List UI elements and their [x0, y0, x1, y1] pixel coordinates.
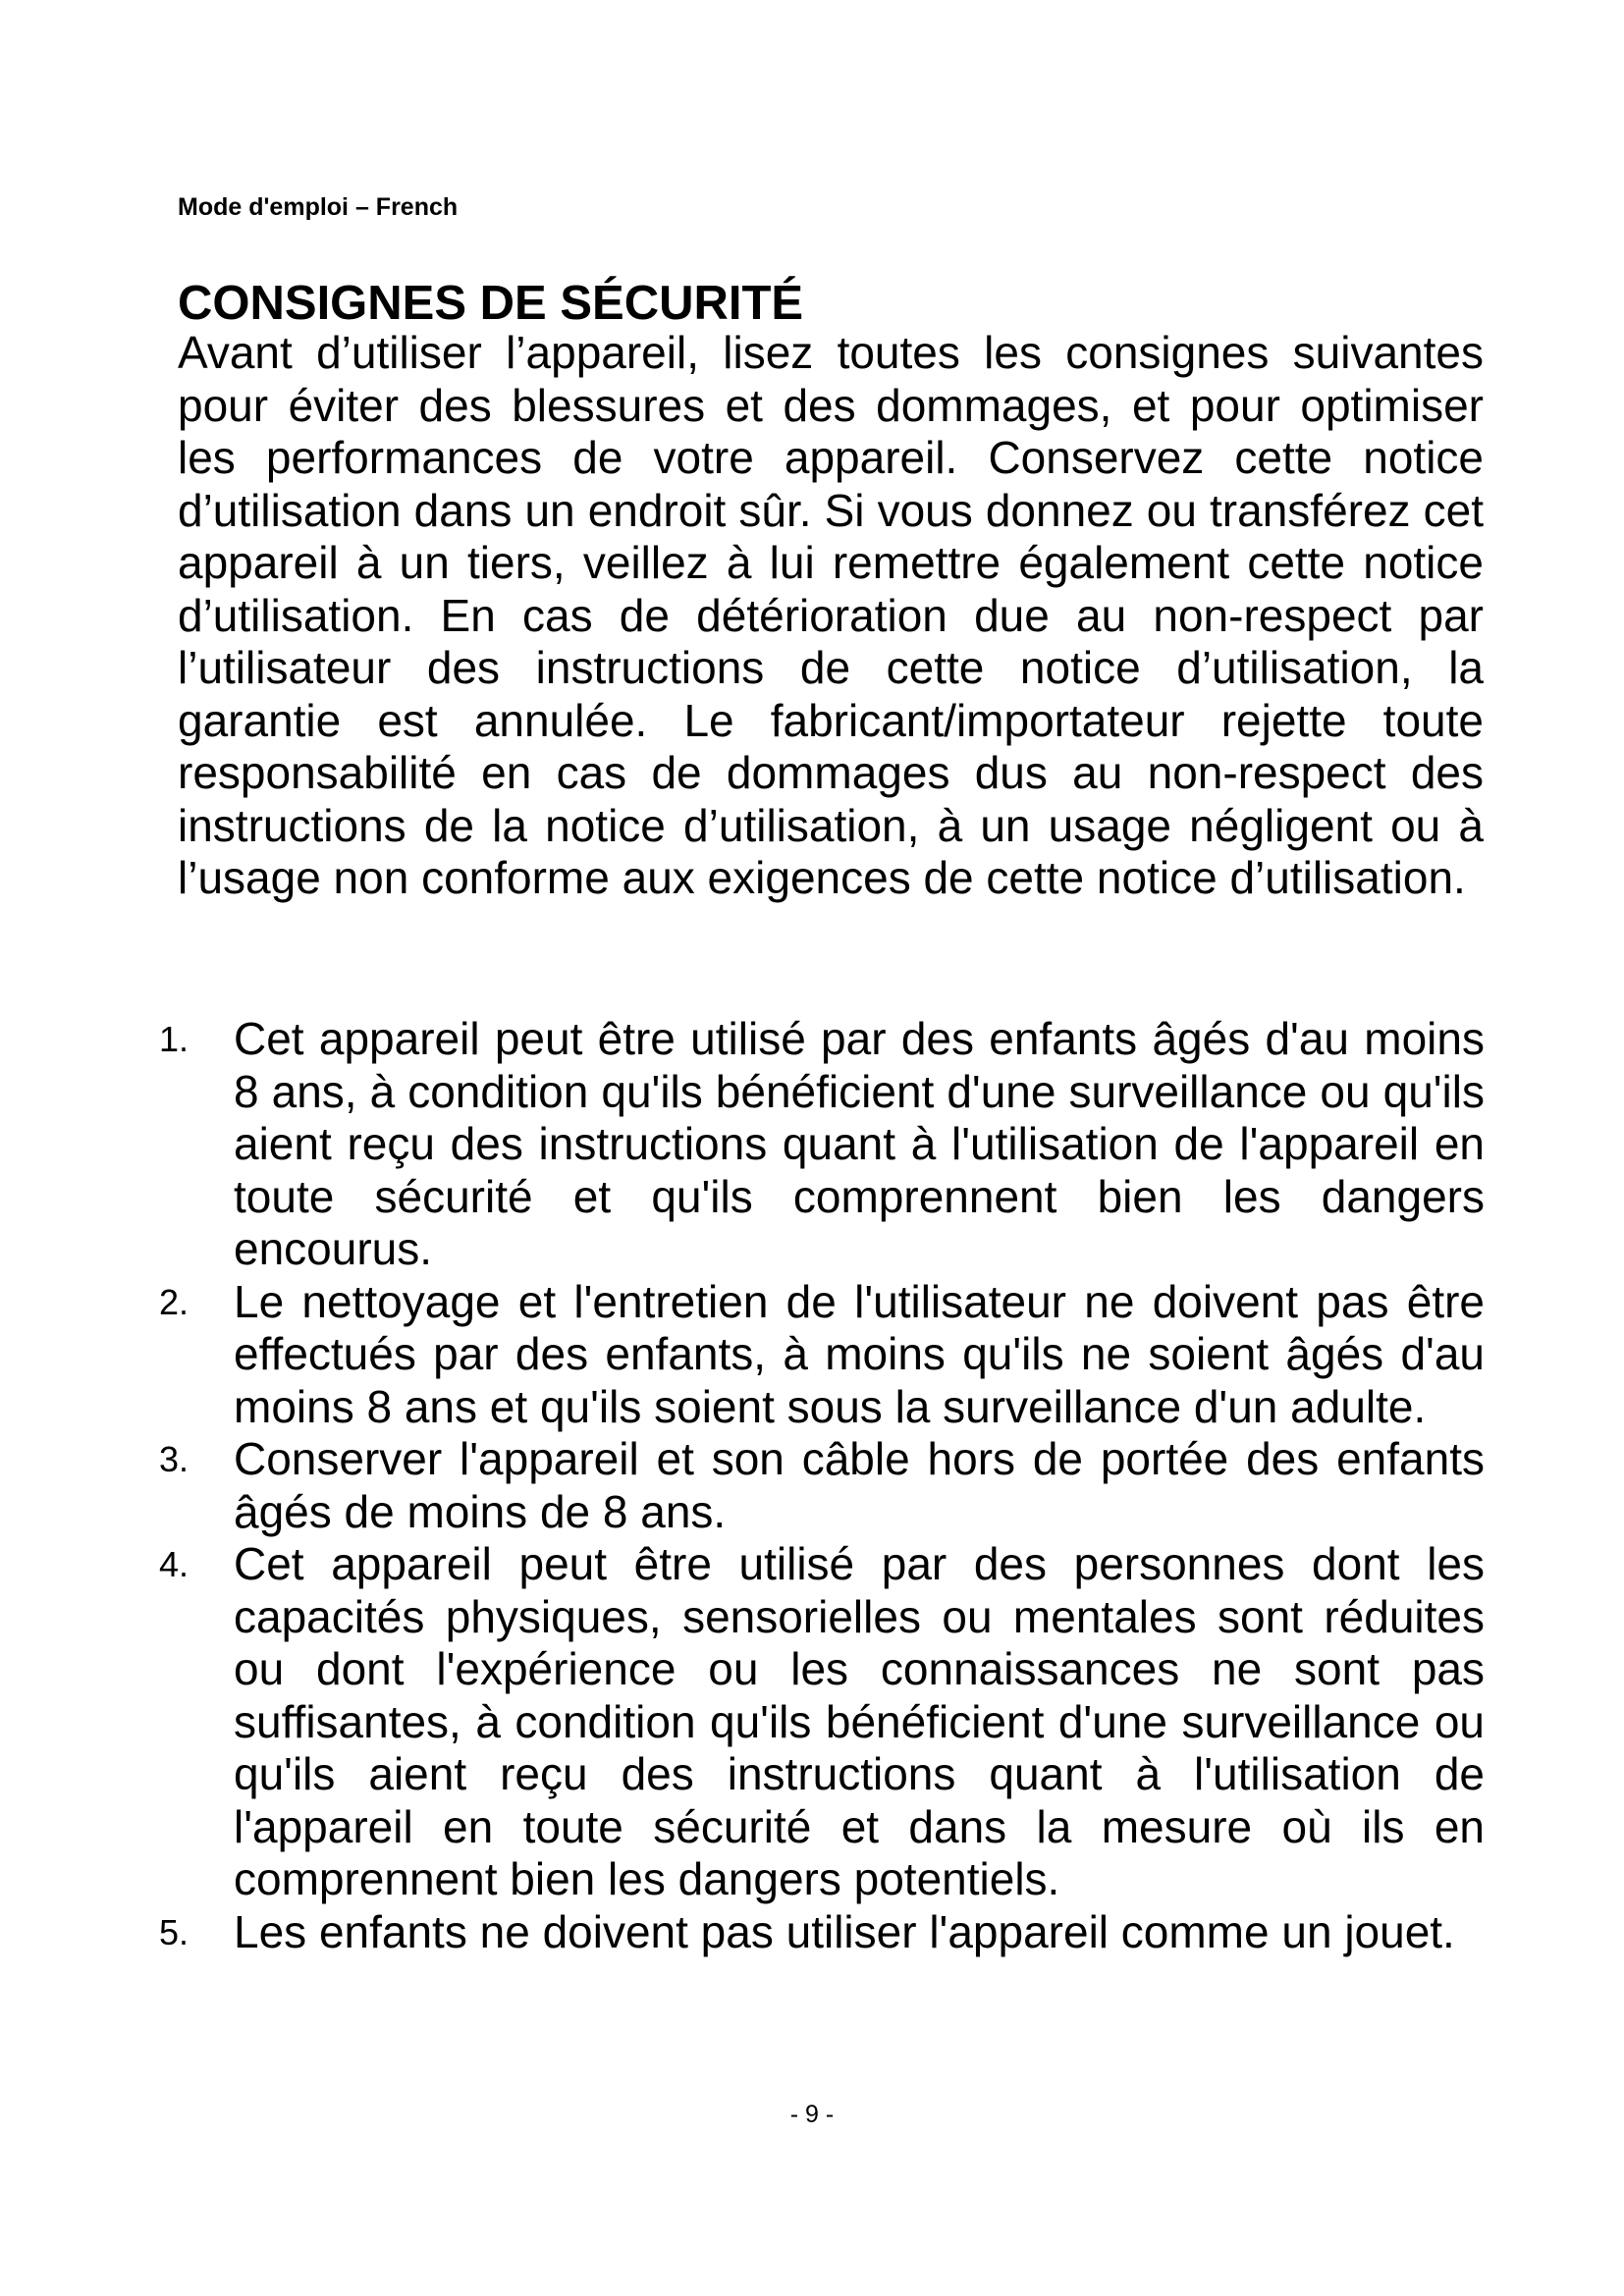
rule-number: 4.: [159, 1544, 189, 1584]
document-label: Mode d'emploi – French: [178, 193, 459, 221]
rule-number: 3.: [159, 1439, 189, 1479]
rule-number: 5.: [159, 1911, 189, 1952]
safety-rule-4: [147, 1538, 1485, 1906]
safety-rule-2: [147, 1276, 1485, 1434]
page-number: - 9 -: [789, 2101, 835, 2128]
safety-rule-5: [147, 1906, 1485, 1959]
rule-text: Cet appareil peut être utilisé par des enfants âgés d'au moins 8 ans, à condition qu'ils bénéficient d'une surveillance ou qu'ils aient reçu des instructions quant à l'utilisation de l'appareil en toute sécurité et qu'ils comprennent bien les dangers encourus.: [234, 1013, 1485, 1274]
safety-rules-list: [147, 1013, 1485, 1958]
rule-number: 1.: [159, 1019, 189, 1059]
rule-number: 2.: [159, 1281, 189, 1322]
safety-rule-1: [147, 1013, 1485, 1276]
intro-paragraph: Avant d’utiliser l’appareil, lisez toutes les consignes suivantes pour éviter des blessures et des dommages, et pour optimiser les performances de votre appareil. Conservez cette notice d’utilisation dans un endroit sûr. Si vous donnez ou transférez cet appareil à un tiers, veillez à lui remettre également cette notice d’utilisation. En cas de détérioration due au non-respect par l’utilisateur des instructions de cette notice d’utilisation, la garantie est annulée. Le fabricant/importateur rejette toute responsabilité en cas de dommages dus au non-respect des instructions de la notice d’utilisation, à un usage négligent ou à l’usage non conforme aux exigences de cette notice d’utilisation.: [178, 327, 1484, 903]
rule-text: Conserver l'appareil et son câble hors de portée des enfants âgés de moins de 8 ans.: [234, 1433, 1485, 1537]
rule-text: Le nettoyage et l'entretien de l'utilisateur ne doivent pas être effectués par des enfants, à moins qu'ils ne soient âgés d'au moins 8 ans et qu'ils soient sous la surveillance d'un adulte.: [234, 1275, 1485, 1432]
section-title: CONSIGNES DE SÉCURITÉ: [178, 277, 804, 330]
rule-text: Les enfants ne doivent pas utiliser l'appareil comme un jouet.: [234, 1905, 1455, 1957]
rule-text: Cet appareil peut être utilisé par des personnes dont les capacités physiques, sensorielles ou mentales sont réduites ou dont l'expérience ou les connaissances ne sont pas suffisantes, à condition qu'ils bénéficient d'une surveillance ou qu'ils aient reçu des instructions quant à l'utilisation de l'appareil en toute sécurité et dans la mesure où ils en comprennent bien les dangers potentiels.: [234, 1538, 1485, 1904]
safety-rule-3: [147, 1433, 1485, 1538]
